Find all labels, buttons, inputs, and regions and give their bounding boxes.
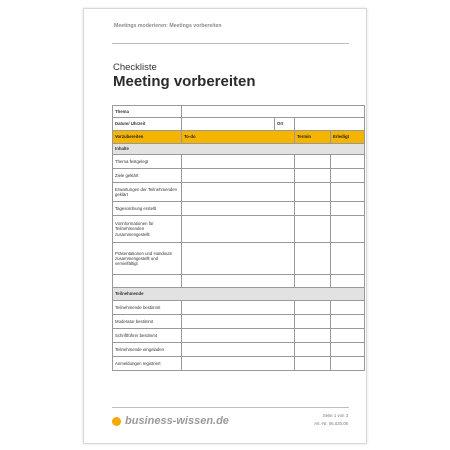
due-cell[interactable] <box>295 329 331 343</box>
item-label: Teilnehmende bestimmt <box>113 301 182 315</box>
item-label <box>113 275 182 288</box>
done-cell[interactable] <box>331 315 365 329</box>
footer-divider <box>112 407 349 408</box>
table-row <box>113 216 365 243</box>
item-label: Moderator bestimmt <box>113 315 182 329</box>
section-title: Inhalte <box>113 144 365 155</box>
done-cell[interactable] <box>331 155 365 169</box>
due-cell[interactable] <box>295 155 331 169</box>
due-cell[interactable] <box>295 343 331 357</box>
brand-logo[interactable] <box>112 415 229 427</box>
done-cell[interactable] <box>331 301 365 315</box>
column-header: Vorzubereiten <box>113 131 182 144</box>
place-value[interactable] <box>295 118 365 131</box>
due-cell[interactable] <box>295 183 331 202</box>
place-label: Ort <box>275 118 295 131</box>
todo-cell[interactable] <box>182 275 295 288</box>
todo-cell[interactable] <box>182 315 295 329</box>
done-cell[interactable] <box>331 216 365 243</box>
table-row <box>113 343 365 357</box>
brand-dot-icon <box>112 417 121 426</box>
brand-name: business-wissen.de <box>125 415 229 427</box>
table-row <box>113 315 365 329</box>
item-label: Thema festgelegt <box>113 155 182 169</box>
due-cell[interactable] <box>295 275 331 288</box>
due-cell[interactable] <box>295 315 331 329</box>
done-cell[interactable] <box>331 243 365 275</box>
todo-cell[interactable] <box>182 169 295 183</box>
todo-cell[interactable] <box>182 329 295 343</box>
item-label: Schriftführer bestimmt <box>113 329 182 343</box>
date-place-row <box>113 118 365 131</box>
section-row <box>113 144 365 155</box>
todo-cell[interactable] <box>182 243 295 275</box>
todo-cell[interactable] <box>182 202 295 216</box>
done-cell[interactable] <box>331 183 365 202</box>
table-row <box>113 183 365 202</box>
document-page <box>83 8 367 444</box>
header-divider <box>112 43 349 44</box>
section-title: Teilnehmende <box>113 288 365 301</box>
done-cell[interactable] <box>331 275 365 288</box>
article-number: Art.-Nr. 06.020.06 <box>314 421 348 426</box>
due-cell[interactable] <box>295 357 331 371</box>
document-subtitle: Checkliste <box>113 62 157 73</box>
table-row <box>113 202 365 216</box>
done-cell[interactable] <box>331 169 365 183</box>
item-label: Präsentationen und Handouts zusammengestellt und vervielfältigt <box>113 243 182 275</box>
done-cell[interactable] <box>331 343 365 357</box>
checklist-table <box>112 105 365 371</box>
item-label: Tagesordnung erstellt <box>113 202 182 216</box>
table-row <box>113 329 365 343</box>
column-header: Termin <box>295 131 331 144</box>
done-cell[interactable] <box>331 202 365 216</box>
todo-cell[interactable] <box>182 183 295 202</box>
page-number: Seite 1 von 3 <box>322 413 348 418</box>
done-cell[interactable] <box>331 329 365 343</box>
theme-label: Thema <box>113 106 182 118</box>
table-row <box>113 155 365 169</box>
column-header: To-do <box>182 131 295 144</box>
document-header: Meetings moderieren: Meetings vorbereiten <box>114 23 222 29</box>
done-cell[interactable] <box>331 357 365 371</box>
due-cell[interactable] <box>295 216 331 243</box>
date-time-label: Datum/ Uhrzeit <box>113 118 182 131</box>
table-row <box>113 301 365 315</box>
todo-cell[interactable] <box>182 343 295 357</box>
theme-value[interactable] <box>182 106 365 118</box>
table-row <box>113 275 365 288</box>
todo-cell[interactable] <box>182 155 295 169</box>
due-cell[interactable] <box>295 169 331 183</box>
item-label: Ziele geklärt <box>113 169 182 183</box>
todo-cell[interactable] <box>182 216 295 243</box>
due-cell[interactable] <box>295 202 331 216</box>
item-label: Vorinformationen für Teilnehmenden zusammengestellt <box>113 216 182 243</box>
table-row <box>113 243 365 275</box>
item-label: Teilnehmende eingeladen <box>113 343 182 357</box>
document-title: Meeting vorbereiten <box>113 73 256 90</box>
todo-cell[interactable] <box>182 301 295 315</box>
item-label: Anmeldungen registriert <box>113 357 182 371</box>
item-label: Erwartungen der Teilnehmenden geklärt <box>113 183 182 202</box>
column-header: Erledigt <box>331 131 365 144</box>
due-cell[interactable] <box>295 301 331 315</box>
date-time-value[interactable] <box>182 118 275 131</box>
column-header-row <box>113 131 365 144</box>
todo-cell[interactable] <box>182 357 295 371</box>
table-row <box>113 169 365 183</box>
theme-row <box>113 106 365 118</box>
due-cell[interactable] <box>295 243 331 275</box>
section-row <box>113 288 365 301</box>
table-row <box>113 357 365 371</box>
